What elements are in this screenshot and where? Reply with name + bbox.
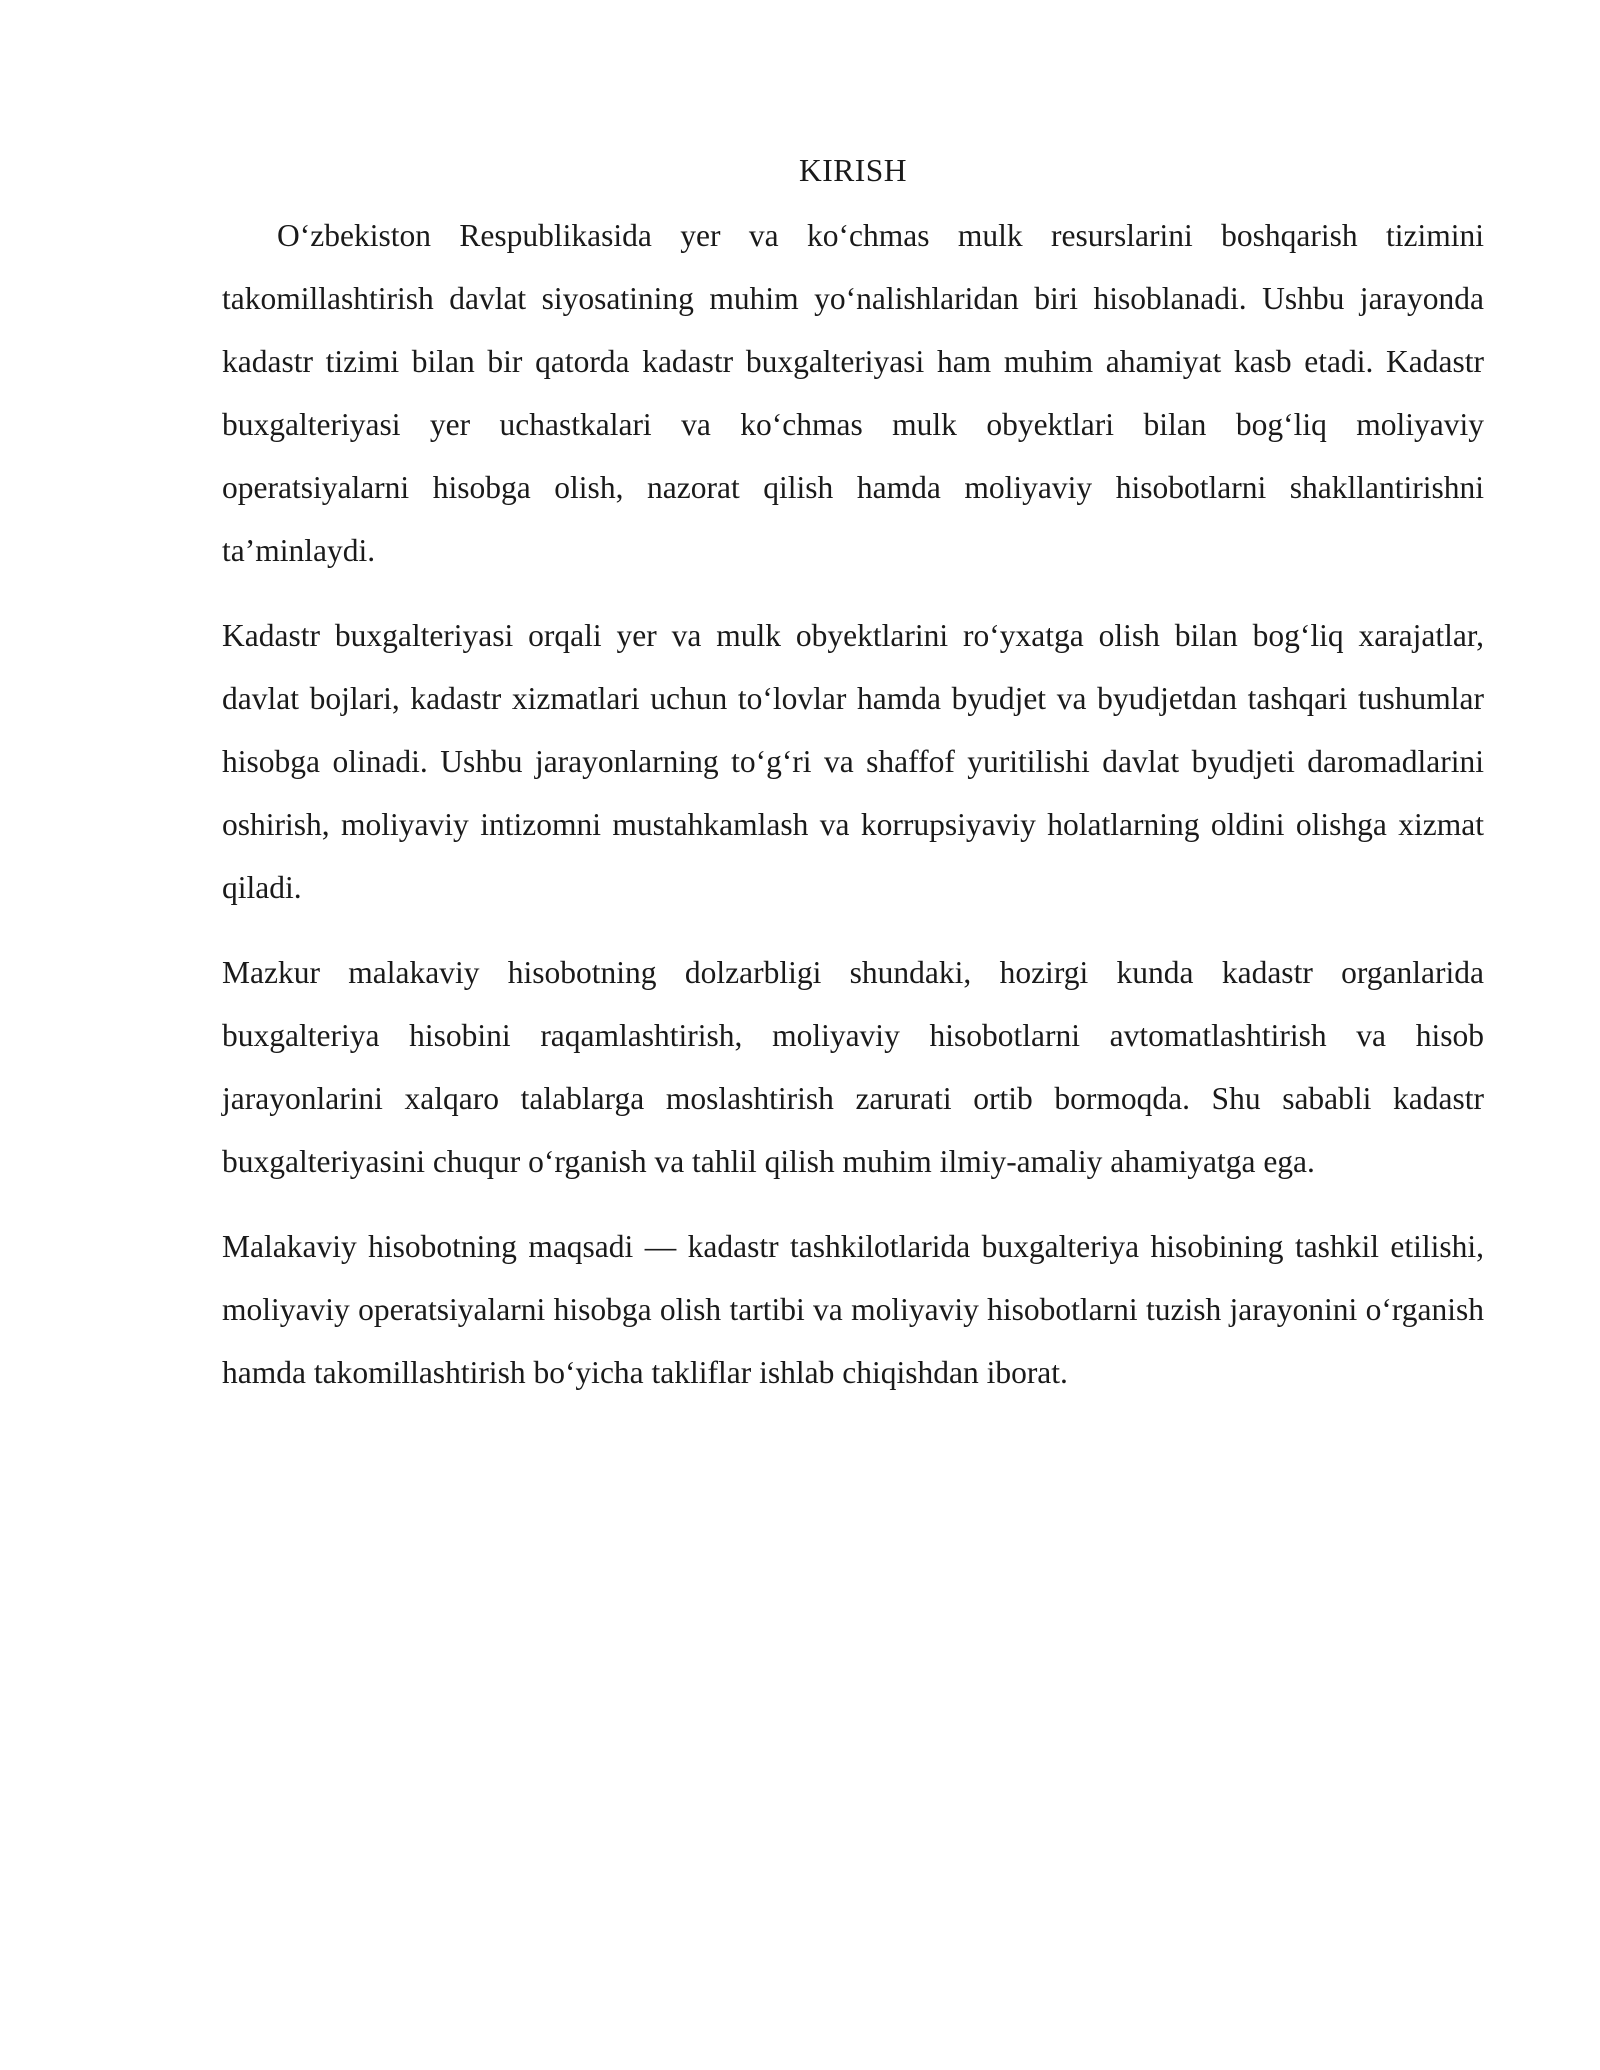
paragraph-3: Mazkur malakaviy hisobotning dolzarbligi shundaki, hozirgi kunda kadastr organlarida buxgalteriya hisobini raqamlashtirish, moliyaviy hisobotlarni avtomatlashtirish va hisob jarayonlarini xalqaro talablarga moslashtirish zarurati ortib bormoqda. Shu sababli kadastr buxgalteriyasini chuqur o‘rganish va tahlil qilish muhim ilmiy-amaliy ahamiyatga ega.: [222, 955, 1484, 1179]
document-body: [222, 146, 1484, 1426]
paragraph-2: Kadastr buxgalteriyasi orqali yer va mulk obyektlarini ro‘yxatga olish bilan bog‘liq xarajatlar, davlat bojlari, kadastr xizmatlari uchun to‘lovlar hamda byudjet va byudjetdan tashqari tushumlar hisobga olinadi. Ushbu jarayonlarning to‘g‘ri va shaffof yuritilishi davlat byudjeti daromadlarini oshirish, moliyaviy intizomni mustahkamlash va korrupsiyaviy holatlarning oldini olishga xizmat qiladi.: [222, 618, 1484, 905]
paragraph-1: O‘zbekiston Respublikasida yer va ko‘chmas mulk resurslarini boshqarish tizimini takomillashtirish davlat siyosatining muhim yo‘nalishlaridan biri hisoblanadi. Ushbu jarayonda kadastr tizimi bilan bir qatorda kadastr buxgalteriyasi ham muhim ahamiyat kasb etadi. Kadastr buxgalteriyasi yer uchastkalari va ko‘chmas mulk obyektlari bilan bog‘liq moliyaviy operatsiyalarni hisobga olish, nazorat qilish hamda moliyaviy hisobotlarni shakllantirishni ta’minlaydi.: [222, 218, 1484, 568]
section-heading: KIRISH: [798, 153, 907, 188]
paragraph-4: Malakaviy hisobotning maqsadi — kadastr tashkilotlarida buxgalteriya hisobining tashkil etilishi, moliyaviy operatsiyalarni hisobga olish tartibi va moliyaviy hisobotlarni tuzish jarayonini o‘rganish hamda takomillashtirish bo‘yicha takliflar ishlab chiqishdan iborat.: [222, 1229, 1484, 1390]
